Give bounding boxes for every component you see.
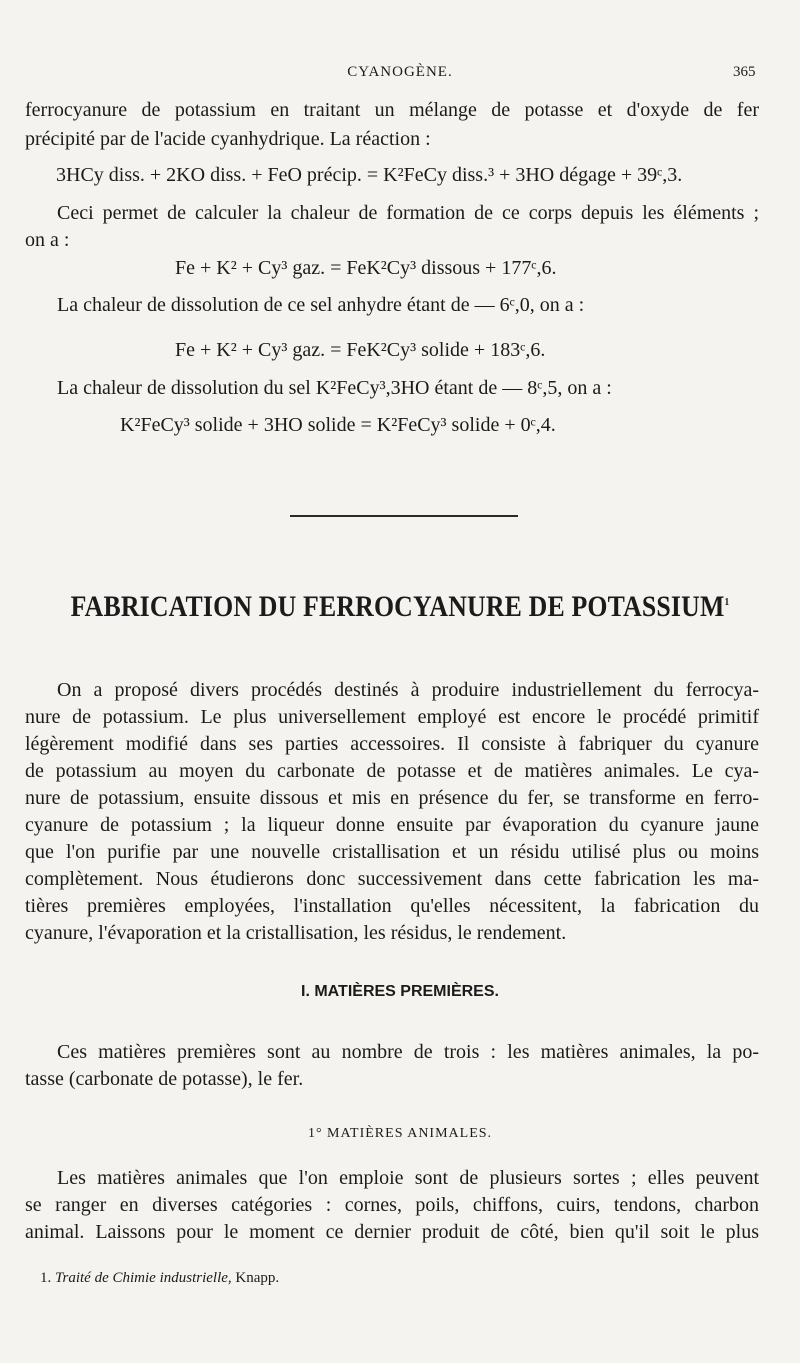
text-line: cyanure de potassium ; la liqueur donne ensuite par évaporation du cyanure jaune xyxy=(25,814,759,836)
equation: Fe + K² + Cy³ gaz. = FeK²Cy³ solide + 183ᶜ,6. xyxy=(175,339,546,361)
section-divider xyxy=(290,515,518,517)
footnote xyxy=(40,1270,279,1287)
chapter-title-text: FABRICATION DU FERROCYANURE DE POTASSIUM xyxy=(70,590,725,623)
equation: K²FeCy³ solide + 3HO solide = K²FeCy³ solide + 0ᶜ,4. xyxy=(120,414,556,436)
text-line: on a : xyxy=(25,229,70,251)
text-line: légèrement modifié dans ses parties accessoires. Il consiste à fabriquer du cyanure xyxy=(25,733,759,755)
text-line: Ceci permet de calculer la chaleur de formation de ce corps depuis les éléments ; xyxy=(57,202,759,224)
text-line: La chaleur de dissolution de ce sel anhydre étant de — 6ᶜ,0, on a : xyxy=(57,294,585,316)
text-line: nure de potassium. Le plus universellement employé est encore le procédé primitif xyxy=(25,706,759,728)
footnote-mark: 1 xyxy=(724,596,730,608)
text-line: Ces matières premières sont au nombre de trois : les matières animales, la po- xyxy=(57,1041,759,1063)
footnote-number: 1. xyxy=(40,1270,52,1286)
text-line: La chaleur de dissolution du sel K²FeCy³,3HO étant de — 8ᶜ,5, on a : xyxy=(57,377,612,399)
subsection-heading: 1° MATIÈRES ANIMALES. xyxy=(307,1126,493,1141)
text-line: cyanure, l'évaporation et la cristallisation, les résidus, le rendement. xyxy=(25,922,567,944)
text-line: précipité par de l'acide cyanhydrique. La réaction : xyxy=(25,128,431,150)
running-header-title: CYANOGÈNE. xyxy=(347,64,453,80)
equation: 3HCy diss. + 2KO diss. + FeO précip. = K²FeCy diss.³ + 3HO dégage + 39ᶜ,3. xyxy=(56,164,683,186)
text-line: complètement. Nous étudierons donc successivement dans cette fabrication les ma- xyxy=(25,868,759,890)
text-line: ferrocyanure de potassium en traitant un mélange de potasse et d'oxyde de fer xyxy=(25,99,759,121)
footnote-book-title: Traité de Chimie industrielle, xyxy=(55,1270,232,1286)
chapter-title xyxy=(56,590,744,624)
text-line: animal. Laissons pour le moment ce dernier produit de côté, bien qu'il soit le plus xyxy=(25,1221,759,1243)
text-line: nure de potassium, ensuite dissous et mis en présence du fer, se transforme en ferro- xyxy=(25,787,759,809)
footnote-author: Knapp. xyxy=(235,1270,280,1286)
equation: Fe + K² + Cy³ gaz. = FeK²Cy³ dissous + 177ᶜ,6. xyxy=(175,257,557,279)
text-line: se ranger en diverses catégories : cornes, poils, chiffons, cuirs, tendons, charbon xyxy=(25,1194,759,1216)
text-line: Les matières animales que l'on emploie sont de plusieurs sortes ; elles peuvent xyxy=(57,1167,759,1189)
page-number: 365 xyxy=(733,64,756,80)
text-line: tières premières employées, l'installation qu'elles nécessitent, la fabrication du xyxy=(25,895,759,917)
text-line: On a proposé divers procédés destinés à produire industriellement du ferrocya- xyxy=(57,679,759,701)
text-line: tasse (carbonate de potasse), le fer. xyxy=(25,1068,304,1090)
text-line: que l'on purifie par une nouvelle cristallisation et un résidu utilisé plus ou moins xyxy=(25,841,759,863)
section-heading: I. MATIÈRES PREMIÈRES. xyxy=(301,983,499,1000)
text-line: de potassium au moyen du carbonate de potasse et de matières animales. Le cya- xyxy=(25,760,759,782)
